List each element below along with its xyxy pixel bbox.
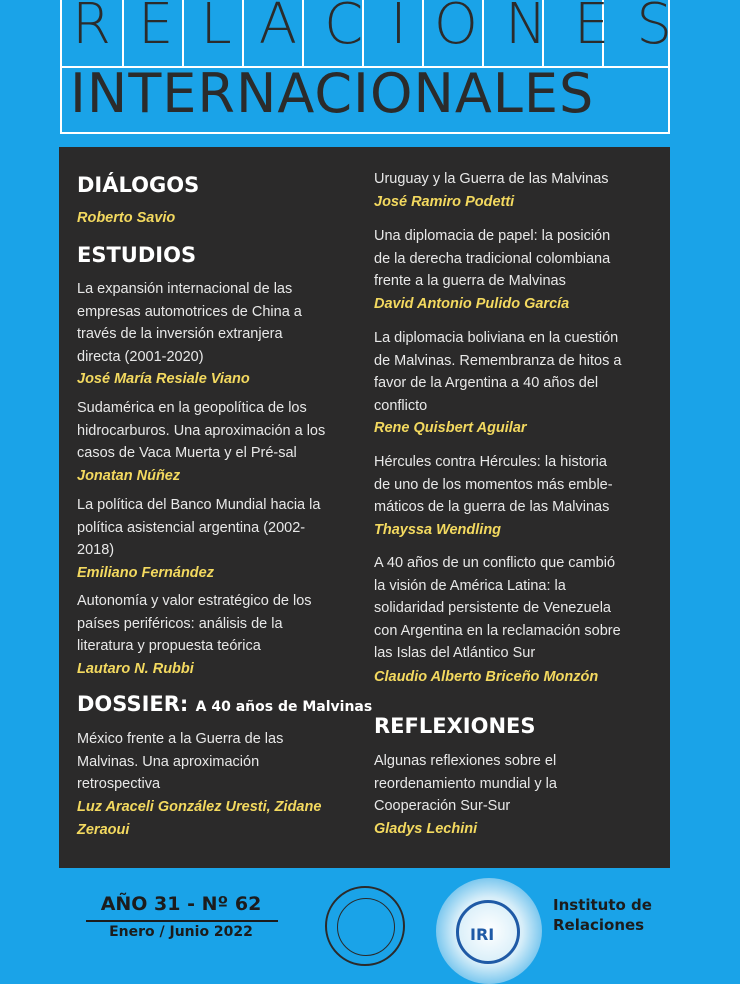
- institute-name: Instituto de Relaciones: [553, 896, 652, 934]
- entry-author: José Ramiro Podetti: [374, 194, 515, 210]
- entry-author: Rene Quisbert Aguilar: [374, 420, 527, 436]
- section-heading-dossier: [77, 692, 372, 716]
- issue-date: Enero / Junio 2022: [109, 924, 253, 940]
- year-issue: AÑO 31 - Nº 62: [100, 893, 262, 915]
- section-heading-dialogos: DIÁLOGOS: [77, 173, 200, 197]
- title-letter: A: [258, 0, 298, 57]
- entry-title: Hércules contra Hércules: la historia de uno de los momentos más emble- máticos de la guerra de las Malvinas: [374, 454, 613, 515]
- title-letter: C: [324, 0, 364, 57]
- entry-author: Gladys Lechini: [374, 821, 478, 837]
- seal-inner-ring: [337, 898, 395, 956]
- title-letter: N: [504, 0, 547, 57]
- table-of-contents: [59, 147, 670, 868]
- entry-author: Luz Araceli González Uresti, Zidane Zeraoui: [77, 799, 322, 838]
- journal-title-box: [60, 0, 670, 134]
- entry-title: La diplomacia boliviana en la cuestión de Malvinas. Remembranza de hitos a favor de la Argentina a 40 años del conflicto: [374, 330, 622, 414]
- dossier-subtitle: A 40 años de Malvinas: [195, 699, 373, 715]
- title-letter: E: [137, 0, 174, 57]
- title-letter: I: [390, 0, 407, 57]
- title-letter: R: [72, 0, 111, 57]
- entry-author: Jonatan Núñez: [77, 468, 181, 484]
- entry-title: Algunas reflexiones sobre el reordenamiento mundial y la Cooperación Sur-Sur: [374, 753, 557, 814]
- entry-title: Sudamérica en la geopolítica de los hidrocarburos. Una aproximación a los casos de Vaca Muerta y el Pré-sal: [77, 400, 326, 461]
- entry-author: Lautaro N. Rubbi: [77, 661, 194, 677]
- institute-logo: IRI: [470, 925, 495, 944]
- entry-author: Roberto Savio: [77, 210, 176, 226]
- entry-title: La política del Banco Mundial hacia la política asistencial argentina (2002- 2018): [77, 497, 321, 558]
- dossier-heading-text: DOSSIER:: [77, 692, 189, 716]
- title-line-1: [72, 0, 672, 57]
- title-letter: L: [200, 0, 232, 57]
- title-line-2: INTERNACIONALES: [70, 62, 595, 125]
- entry-title: Autonomía y valor estratégico de los países periféricos: análisis de la literatura y propuesta teórica: [77, 593, 312, 654]
- section-heading-reflexiones: REFLEXIONES: [374, 714, 536, 738]
- title-letter: S: [636, 0, 672, 57]
- divider: [86, 920, 278, 922]
- title-letter: E: [573, 0, 610, 57]
- entry-author: Emiliano Fernández: [77, 565, 214, 581]
- title-letter: O: [433, 0, 478, 57]
- university-seal-icon: [325, 886, 405, 966]
- entry-title: México frente a la Guerra de las Malvinas. Una aproximación retrospectiva: [77, 731, 284, 792]
- entry-author: Thayssa Wendling: [374, 522, 502, 538]
- entry-author: Claudio Alberto Briceño Monzón: [374, 669, 599, 685]
- entry-title: La expansión internacional de las empresas automotrices de China a través de la inversión extranjera directa (2001-2020): [77, 281, 302, 365]
- entry-title: Uruguay y la Guerra de las Malvinas: [374, 171, 609, 187]
- entry-title: Una diplomacia de papel: la posición de la derecha tradicional colombiana frente a la guerra de Malvinas: [374, 228, 611, 289]
- entry-author: José María Resiale Viano: [77, 371, 250, 387]
- entry-title: A 40 años de un conflicto que cambió la visión de América Latina: la solidaridad persistente de Venezuela con Argentina en la reclamación sobre las Islas del Atlántico Sur: [374, 555, 621, 661]
- entry-author: David Antonio Pulido García: [374, 296, 570, 312]
- section-heading-estudios: ESTUDIOS: [77, 243, 197, 267]
